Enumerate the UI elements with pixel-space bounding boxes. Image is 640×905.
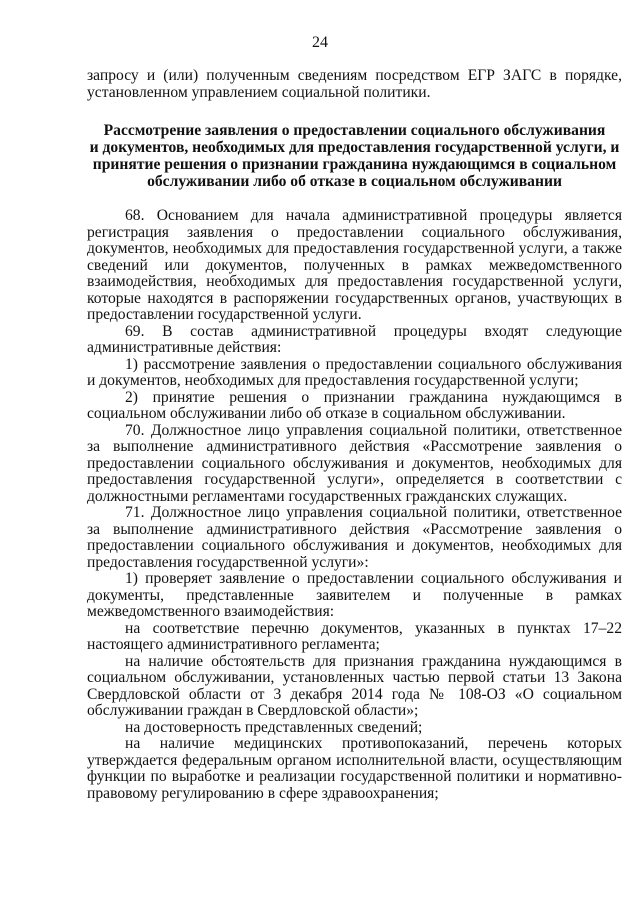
section-heading [87, 122, 622, 190]
paragraph-69: 69. В состав административной процедуры входят следующие административные действия: [87, 322, 622, 356]
intro-paragraph: запросу и (или) полученным сведениям посредством ЕГР ЗАГС в порядке, установленном управлением социальной политики. [87, 67, 622, 101]
intro-block [87, 68, 622, 101]
section-body [87, 208, 622, 802]
heading-line: и документов, необходимых для предоставления государственной услуги, и [89, 139, 620, 156]
check-item: на наличие медицинских противопоказаний, перечень которых утверждается федеральным органом исполнительной власти, осуществляющим функции по выработке и реализации государственной политики и нормативно-правовому регулированию в сфере здравоохранения; [87, 735, 622, 802]
paragraph-69-item-2: 2) принятие решения о признании гражданина нуждающимся в социальном обслуживании либо об отказе в социальном обслуживании. [87, 388, 622, 422]
page-number: 24 [312, 34, 328, 51]
paragraph-69-item-1: 1) рассмотрение заявления о предоставлении социального обслуживания и документов, необходимых для предоставления государственной услуги; [87, 355, 622, 389]
paragraph-71: 71. Должностное лицо управления социальной политики, ответственное за выполнение административного действия «Рассмотрение заявления о предоставлении социального обслуживания и документов, необходимых для предоставления государственной услуги»: [87, 504, 622, 571]
check-item: на соответствие перечню документов, указанных в пунктах 17–22 настоящего административного регламента; [87, 619, 622, 653]
heading-line: принятие решения о признании гражданина нуждающимся в социальном [92, 156, 617, 173]
check-item: на наличие обстоятельств для признания гражданина нуждающимся в социальном обслуживании, установленных частью первой статьи 13 Закона Свердловской области от 3 декабря 2014 года № 108-ОЗ «О социальном обслуживании граждан в Свердловской области»; [87, 652, 622, 719]
paragraph-71-item-1: 1) проверяет заявление о предоставлении социального обслуживания и документы, представленные заявителем и полученные в рамках межведомственного взаимодействия: [87, 570, 622, 620]
paragraph-70: 70. Должностное лицо управления социальной политики, ответственное за выполнение административного действия «Рассмотрение заявления о предоставлении социального обслуживания и документов, необходимых для предоставления государственной услуги», определяется в соответствии с должностными регламентами государственных гражданских служащих. [87, 421, 622, 505]
check-item: на достоверность представленных сведений; [125, 718, 423, 736]
heading-line: обслуживании либо об отказе в социальном обслуживании [147, 173, 562, 190]
paragraph-68: 68. Основанием для начала административной процедуры является регистрация заявления о предоставлении социального обслуживания, документов, необходимых для предоставления государственной услуги, а также сведений или документов, полученных в рамках межведомственного взаимодействия, необходимых для предоставления государственной услуги, которые находятся в распоряжении государственных органов, участвующих в предоставлении государственной услуги. [87, 207, 622, 323]
heading-line: Рассмотрение заявления о предоставлении социального обслуживания [103, 122, 606, 139]
